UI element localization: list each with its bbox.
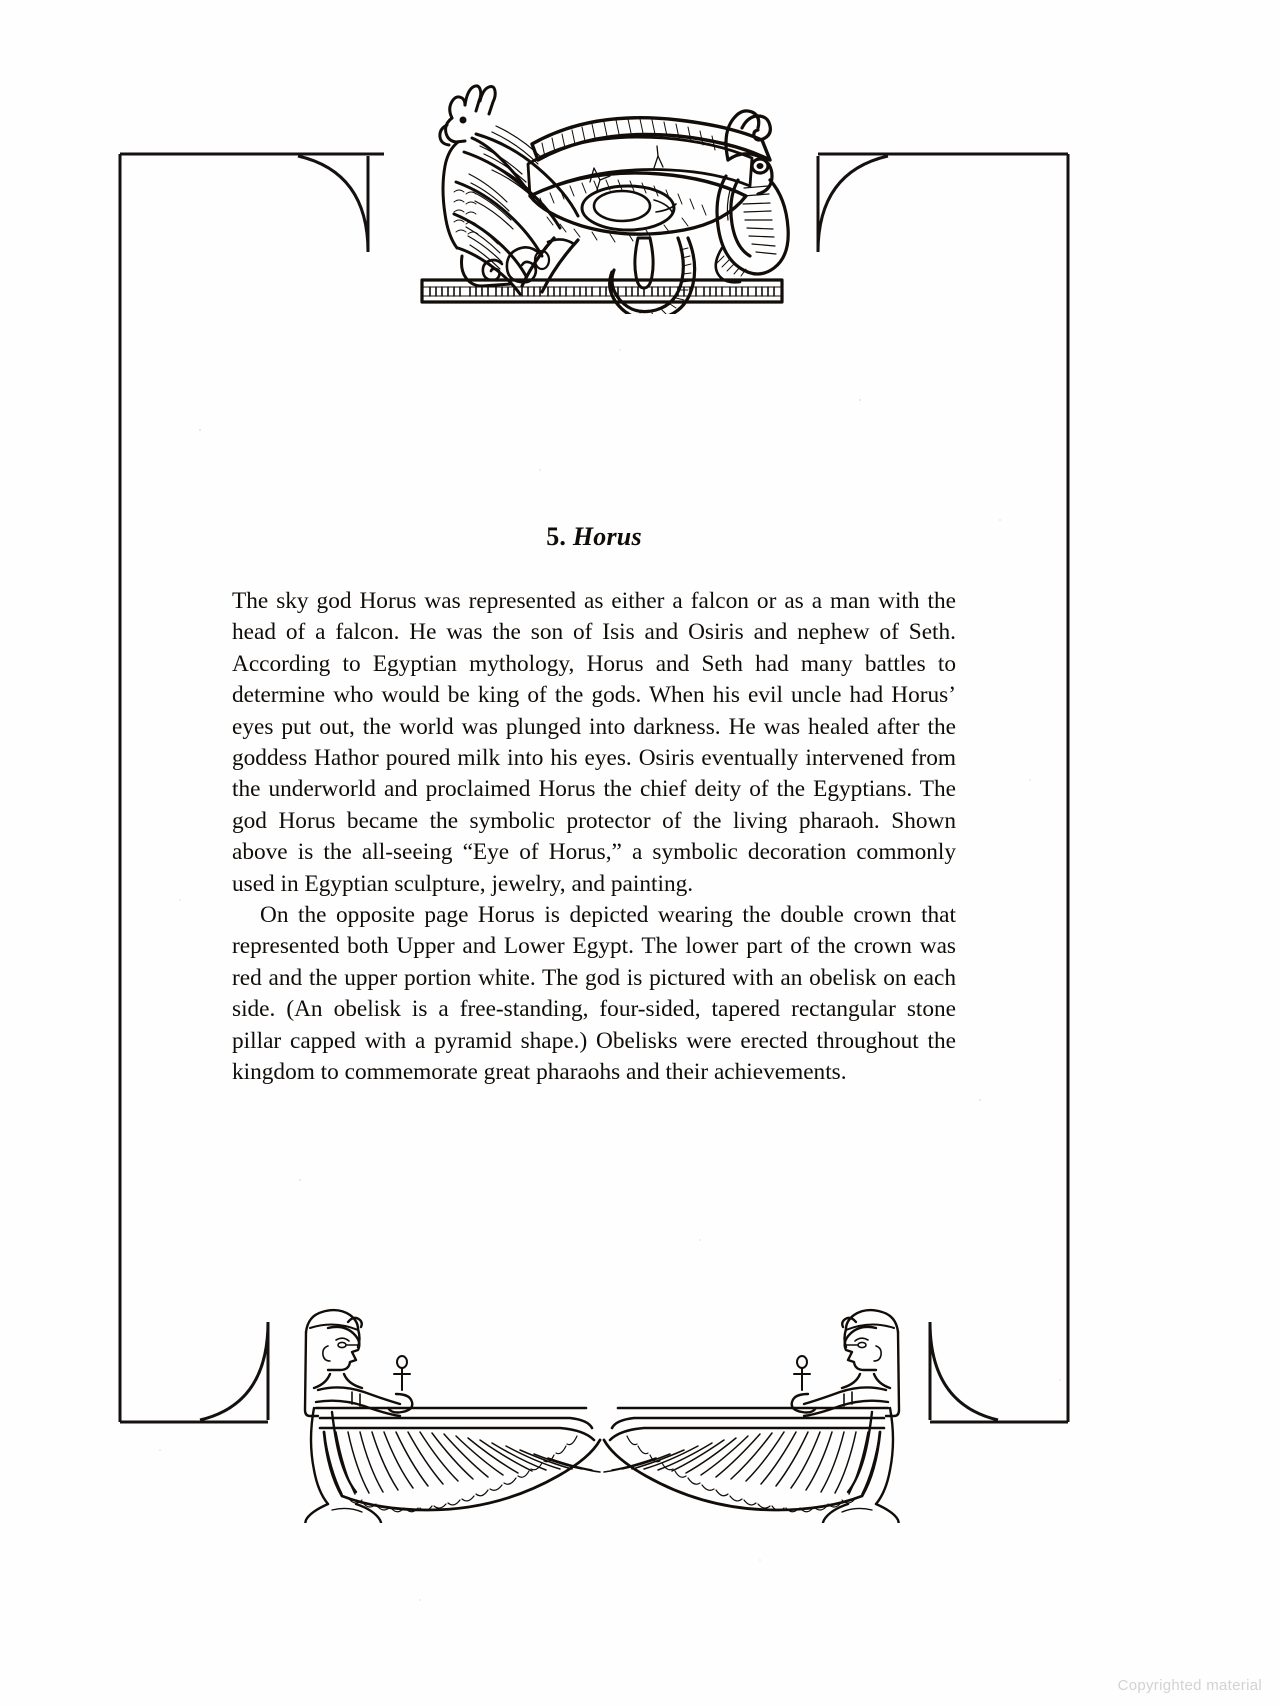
body-paragraph-1: The sky god Horus was represented as either a falcon or as a man with the head of a falcon. He was the son of Isis and Osiris and nephew of Seth. According to Egyptian mythology, Horus and Seth had many battles to determine who would be king of the gods. When his evil uncle had Horus’ eyes put out, the world was plunged into darkness. He was healed after the goddess Hathor poured milk into his eyes. Osiris eventually intervened from the underworld and proclaimed Horus the chief deity of the Egyptians. The god Horus became the symbolic protector of the living pharaoh. Shown above is the all-seeing “Eye of Horus,” a symbolic decoration commonly used in Egyptian sculpture, jewelry, and painting. (232, 588, 956, 897)
chapter-number: 5. (546, 522, 567, 551)
body-paragraph-2: On the opposite page Horus is depicted wearing the double crown that represented both Upper and Lower Egypt. The lower part of the crown was red and the upper portion white. The god is pictured with an obelisk on each side. (An obelisk is a free-standing, four-sided, tapered rectangular stone pillar capped with a pyramid shape.) Obelisks were erected throughout the kingdom to commemorate great pharaohs and their achievements. (232, 902, 956, 1086)
page-title (232, 522, 956, 552)
eye-of-horus-illustration (392, 42, 812, 314)
copyright-notice: Copyrighted material (1117, 1677, 1262, 1694)
text-column (232, 522, 956, 1089)
chapter-title: Horus (572, 522, 642, 551)
winged-goddesses-illustration (272, 1288, 932, 1523)
